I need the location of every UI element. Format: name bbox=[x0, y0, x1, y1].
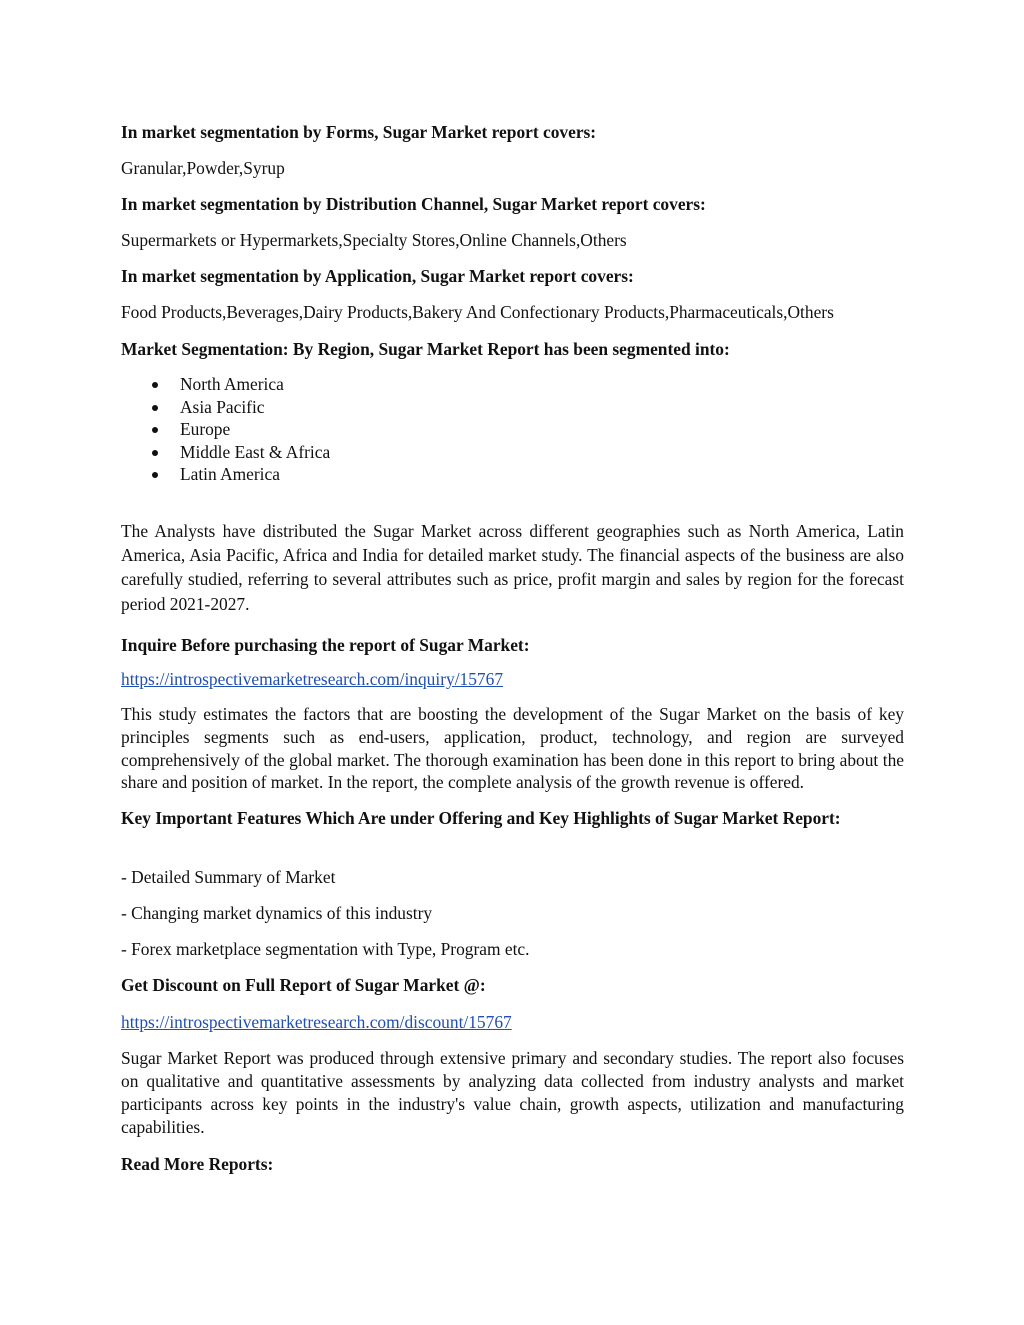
discount-heading: Get Discount on Full Report of Sugar Market @: bbox=[121, 975, 486, 995]
region-label: Europe bbox=[180, 419, 231, 440]
sugar-paragraph: Sugar Market Report was produced through extensive primary and secondary studies. The report also focuses on qualitative and quantitative assessments by analyzing data collected from industry analysts and market participants across key points in the industry's value chain, growth aspects, utilization and manufacturing capabilities. bbox=[121, 1048, 904, 1137]
list-item bbox=[121, 463, 330, 486]
forms-values: Granular,Powder,Syrup bbox=[121, 158, 285, 178]
bullet-icon bbox=[152, 405, 158, 411]
region-label: Asia Pacific bbox=[180, 396, 265, 417]
region-heading: Market Segmentation: By Region, Sugar Market Report has been segmented into: bbox=[121, 339, 730, 359]
feature-item: - Changing market dynamics of this industry bbox=[121, 903, 433, 923]
inquiry-link[interactable]: https://introspectivemarketresearch.com/inquiry/15767 bbox=[121, 669, 504, 689]
bullet-icon bbox=[152, 450, 158, 456]
feature-item: - Forex marketplace segmentation with Type, Program etc. bbox=[121, 939, 530, 959]
bullet-icon bbox=[152, 382, 158, 388]
inquire-heading: Inquire Before purchasing the report of Sugar Market: bbox=[121, 635, 530, 655]
bullet-icon bbox=[152, 427, 158, 433]
analysts-paragraph: The Analysts have distributed the Sugar Market across different geographies such as North America, Latin America, Asia Pacific, Africa and India for detailed market study. The financial aspects of the business are also carefully studied, referring to several attributes such as price, profit margin and sales by region for the forecast period 2021-2027. bbox=[121, 521, 904, 614]
distribution-heading: In market segmentation by Distribution Channel, Sugar Market report covers: bbox=[121, 194, 706, 214]
list-item bbox=[121, 441, 330, 464]
list-item bbox=[121, 418, 330, 441]
study-paragraph: This study estimates the factors that are boosting the development of the Sugar Market on the basis of key principles segments such as end-users, application, product, technology, and region are surveyed comprehensively of the global market. The thorough examination has been done in this report to bring about the share and position of market. In the report, the complete analysis of the growth revenue is offered. bbox=[121, 704, 904, 793]
region-label: North America bbox=[180, 374, 284, 394]
region-list bbox=[121, 373, 330, 486]
discount-link[interactable]: https://introspectivemarketresearch.com/discount/15767 bbox=[121, 1012, 512, 1032]
distribution-values: Supermarkets or Hypermarkets,Specialty Stores,Online Channels,Others bbox=[121, 230, 627, 250]
list-item bbox=[121, 396, 330, 419]
bullet-icon bbox=[152, 472, 158, 478]
forms-heading: In market segmentation by Forms, Sugar Market report covers: bbox=[121, 122, 597, 142]
list-item bbox=[121, 373, 330, 396]
application-values: Food Products,Beverages,Dairy Products,Bakery And Confectionary Products,Pharmaceuticals,Others bbox=[121, 302, 834, 322]
read-more-heading: Read More Reports: bbox=[121, 1154, 274, 1174]
feature-item: - Detailed Summary of Market bbox=[121, 867, 336, 887]
features-heading: Key Important Features Which Are under Offering and Key Highlights of Sugar Market Report: bbox=[121, 808, 841, 828]
region-label: Latin America bbox=[180, 464, 280, 485]
application-heading: In market segmentation by Application, Sugar Market report covers: bbox=[121, 266, 634, 286]
region-label: Middle East & Africa bbox=[180, 441, 331, 462]
